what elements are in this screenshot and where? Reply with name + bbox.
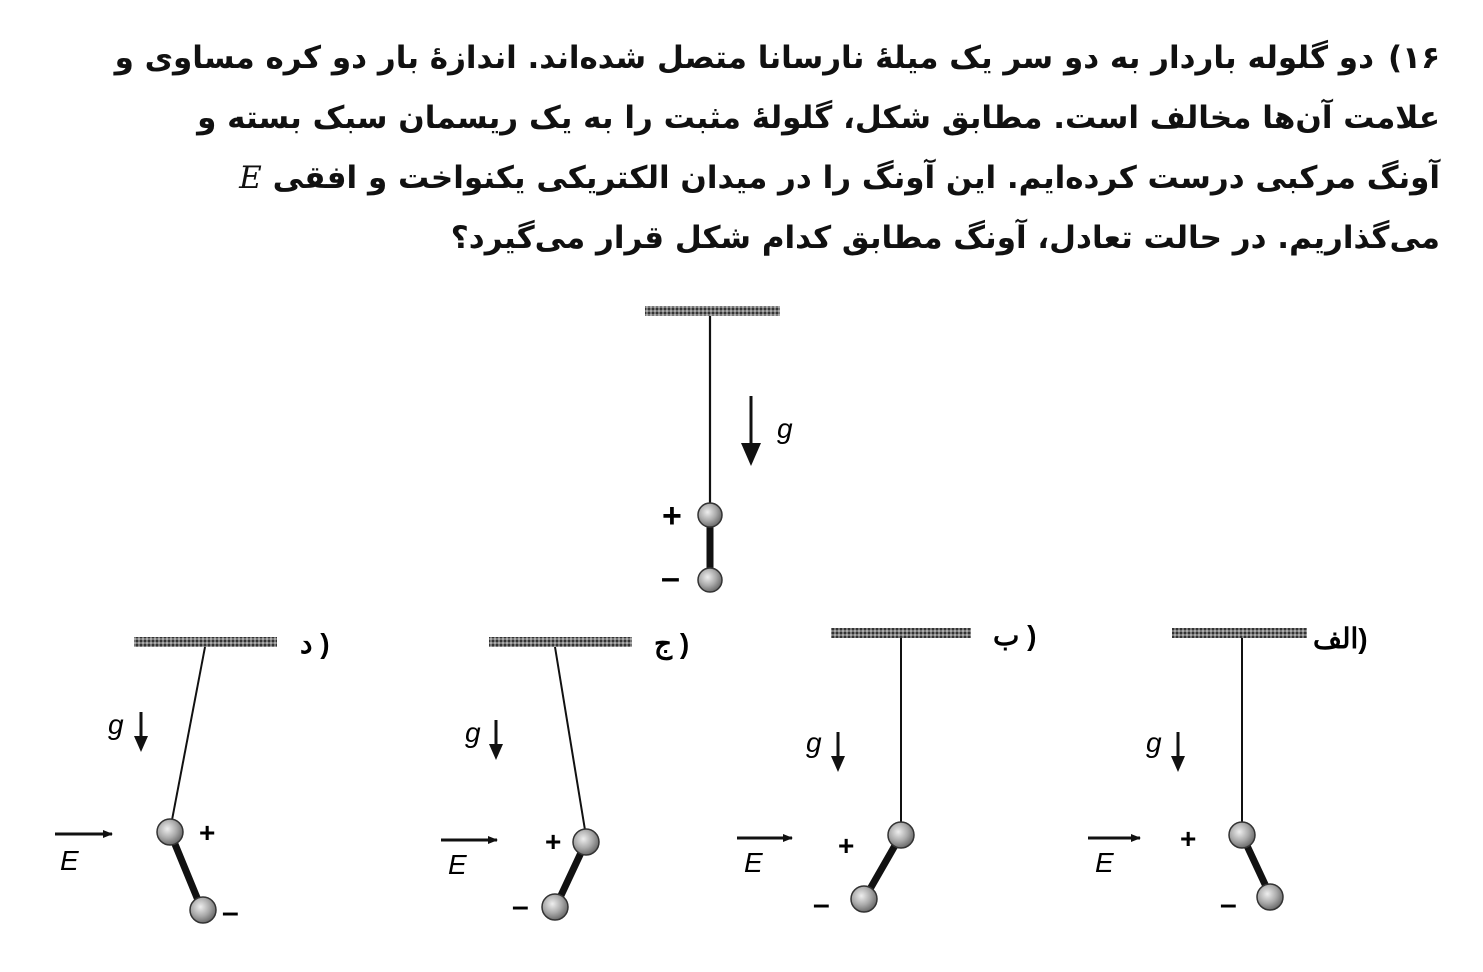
- negative-ball: [851, 886, 877, 912]
- negative-ball: [1257, 884, 1283, 910]
- option-d: [55, 628, 330, 929]
- question-line-4: می‌گذاریم. در حالت تعادل، آونگ مطابق کدام شکل قرار می‌گیرد؟: [450, 220, 1440, 256]
- option-b: [737, 620, 1036, 921]
- field-label: E: [448, 849, 467, 880]
- field-symbol: E: [239, 160, 262, 196]
- positive-ball: [1229, 822, 1255, 848]
- plus-sign: +: [662, 497, 682, 535]
- field-label: E: [60, 845, 79, 876]
- gravity-arrow: [134, 712, 148, 752]
- option-label-c: ج ): [654, 628, 690, 659]
- ceiling-bar: [645, 306, 780, 316]
- option-label-a: الف): [1313, 623, 1368, 654]
- gravity-arrow: [489, 720, 503, 760]
- string: [555, 647, 585, 830]
- minus-sign: –: [222, 896, 239, 929]
- negative-ball: [542, 894, 568, 920]
- main-pendulum: [645, 306, 793, 597]
- minus-sign: –: [813, 888, 830, 921]
- option-label-b: ب ): [993, 620, 1037, 651]
- plus-sign: +: [545, 826, 562, 857]
- ceiling-bar: [489, 637, 632, 647]
- negative-ball: [190, 897, 216, 923]
- gravity-label: g: [777, 413, 793, 444]
- plus-sign: +: [1180, 823, 1197, 854]
- option-a: [1088, 623, 1368, 921]
- string: [172, 647, 205, 820]
- minus-sign: –: [661, 559, 680, 597]
- positive-ball: [888, 822, 914, 848]
- plus-sign: +: [838, 830, 855, 861]
- positive-ball: [157, 819, 183, 845]
- gravity-label: g: [1146, 727, 1162, 758]
- option-label-d: د ): [300, 628, 330, 659]
- field-label: E: [1095, 847, 1114, 878]
- positive-ball: [573, 829, 599, 855]
- gravity-arrow: [1171, 732, 1185, 772]
- field-label: E: [744, 847, 763, 878]
- question-number: ۱۶): [1387, 40, 1440, 76]
- question-line-3: آونگ مرکبی درست کرده‌ایم. این آونگ را در میدان الکتریکی یکنواخت و افقی E: [239, 160, 1440, 196]
- question-line-1: ۱۶)دو گلوله باردار به دو سر یک میلهٔ نارسانا متصل شده‌اند. اندازهٔ بار دو کره مساوی و: [40, 28, 1440, 88]
- gravity-label: g: [108, 709, 124, 740]
- option-c: [441, 628, 689, 923]
- ceiling-bar: [134, 637, 277, 647]
- gravity-label: g: [806, 727, 822, 758]
- gravity-arrow: [741, 396, 761, 466]
- question-line-2: علامت آن‌ها مخالف است. مطابق شکل، گلولهٔ مثبت را به یک ریسمان سبک بسته و: [197, 100, 1440, 136]
- plus-sign: +: [199, 817, 216, 848]
- minus-sign: –: [1220, 888, 1237, 921]
- negative-ball: [698, 568, 722, 592]
- ceiling-bar: [831, 628, 971, 638]
- positive-ball: [698, 503, 722, 527]
- ceiling-bar: [1172, 628, 1307, 638]
- minus-sign: –: [512, 890, 529, 923]
- gravity-label: g: [465, 717, 481, 748]
- gravity-arrow: [831, 732, 845, 772]
